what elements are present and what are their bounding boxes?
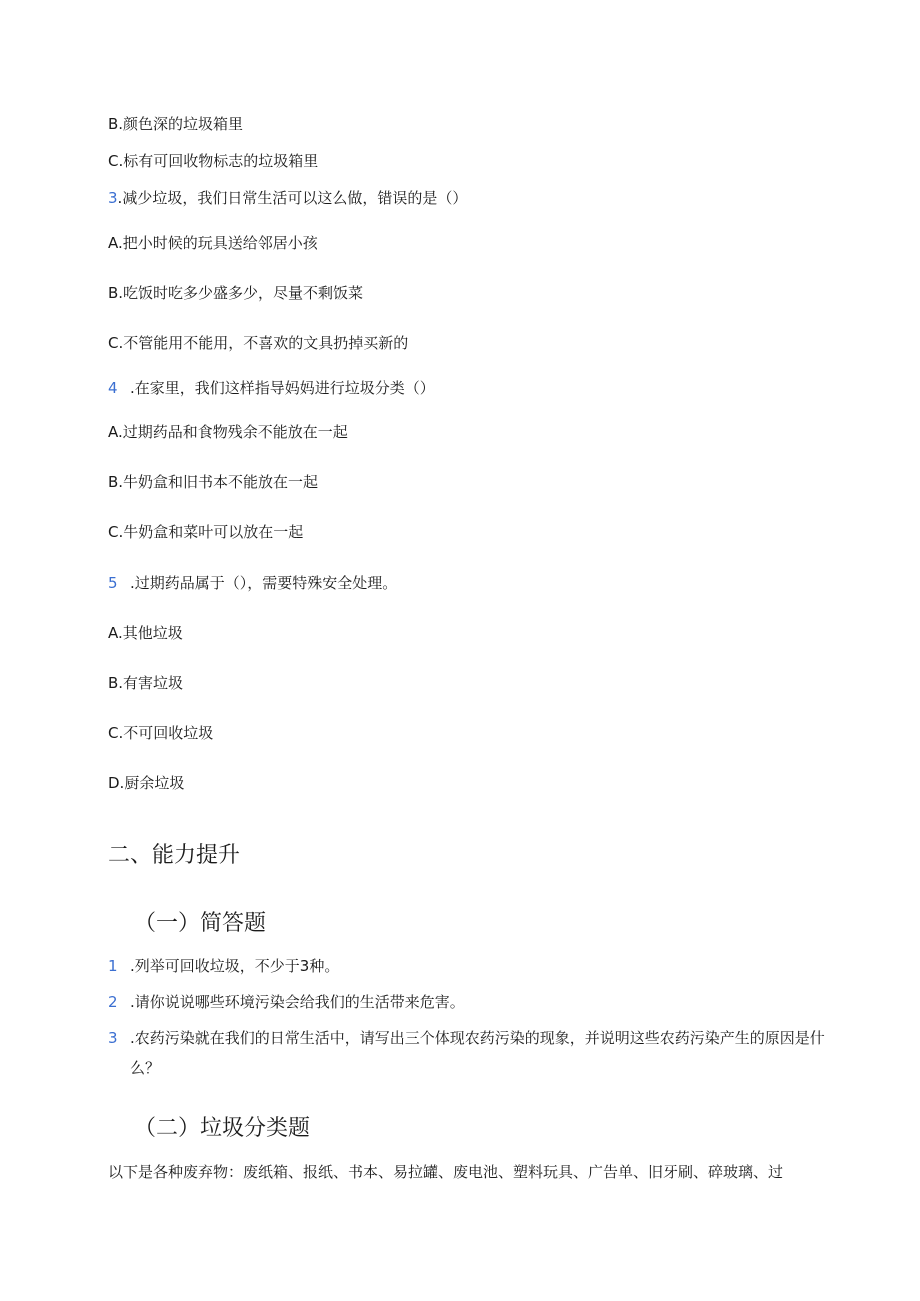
q5-option-c: C.不可回收垃圾	[108, 724, 214, 742]
q3-option-a: A.把小时候的玩具送给邻居小孩	[108, 234, 318, 252]
short-answer-q2-text: .请你说说哪些环境污染会给我们的生活带来危害。	[130, 993, 465, 1011]
q5-option-a: A.其他垃圾	[108, 624, 183, 642]
q3-question	[108, 188, 467, 208]
q4-option-c: C.牛奶盒和菜叶可以放在一起	[108, 523, 304, 541]
q3-text: .减少垃圾，我们日常生活可以这么做，错误的是（）	[117, 189, 468, 207]
short-answer-q3	[108, 1023, 830, 1083]
subsection-title-sorting: （二）垃圾分类题	[134, 1116, 311, 1141]
q4-question	[108, 378, 435, 398]
q4-option-b: B.牛奶盒和旧书本不能放在一起	[108, 473, 319, 491]
q5-number: 5	[108, 574, 118, 592]
short-answer-q2-number: 2	[108, 993, 118, 1011]
short-answer-q1	[108, 956, 339, 976]
short-answer-q3-text: .农药污染就在我们的日常生活中，请写出三个体现农药污染的现象，并说明这些农药污染产生的原因是什么？	[130, 1029, 825, 1077]
q4-option-a: A.过期药品和食物残余不能放在一起	[108, 423, 348, 441]
q5-option-b: B.有害垃圾	[108, 674, 184, 692]
short-answer-q1-number: 1	[108, 957, 118, 975]
q2-option-b: B.颜色深的垃圾箱里	[108, 115, 244, 133]
subsection-title-short-answer: （一）简答题	[134, 911, 267, 936]
q2-option-c: C.标有可回收物标志的垃圾箱里	[108, 152, 319, 170]
q5-text: .过期药品属于（），需要特殊安全处理。	[130, 574, 398, 592]
q5-question	[108, 573, 397, 593]
q5-option-d: D.厨余垃圾	[108, 774, 185, 792]
short-answer-q2	[108, 992, 465, 1012]
short-answer-q1-text: .列举可回收垃圾，不少于3种。	[130, 957, 340, 975]
q3-option-c: C.不管能用不能用，不喜欢的文具扔掉买新的	[108, 334, 409, 352]
q3-option-b: B.吃饭时吃多少盛多少，尽量不剩饭菜	[108, 284, 364, 302]
short-answer-q3-number: 3	[108, 1029, 118, 1047]
sorting-intro: 以下是各种废弃物：废纸箱、报纸、书本、易拉罐、废电池、塑料玩具、广告单、旧牙刷、碎玻璃、过	[108, 1163, 784, 1181]
q3-number: 3	[108, 189, 118, 207]
section-title-ability: 二、能力提升	[108, 843, 241, 868]
q4-number: 4	[108, 379, 118, 397]
q4-text: .在家里，我们这样指导妈妈进行垃圾分类（）	[130, 379, 435, 397]
